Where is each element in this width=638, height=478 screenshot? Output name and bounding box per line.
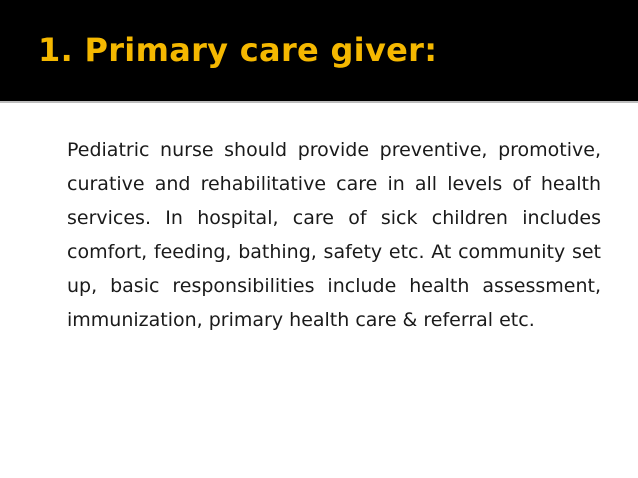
slide-title: 1. Primary care giver:	[38, 31, 438, 69]
title-divider	[0, 101, 638, 103]
title-band	[0, 0, 638, 101]
slide-body-text: Pediatric nurse should provide preventive, promotive, curative and rehabilitative care in all levels of health services. In hospital, care of sick children includes comfort, feeding, bathing, safety etc. At community set up, basic responsibilities include health assessment, immunization, primary health care & referral etc.	[67, 139, 601, 331]
